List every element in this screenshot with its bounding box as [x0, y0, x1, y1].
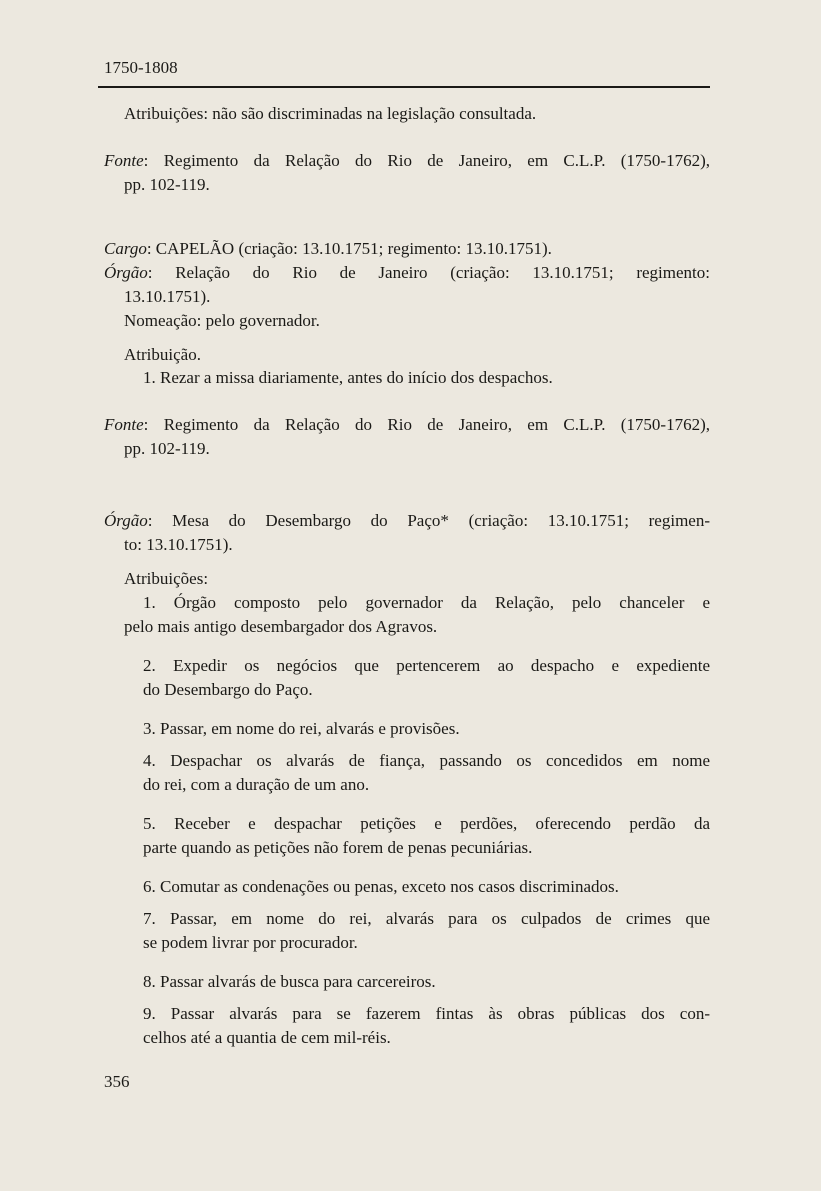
atribuicoes-heading: Atribuições: [124, 569, 209, 588]
source-line [104, 150, 710, 172]
running-head: 1750-1808 [104, 58, 178, 77]
source-label: Fonte [104, 415, 144, 434]
cargo-label: Cargo [104, 239, 147, 258]
list-item-cont: celhos até a quantia de cem mil-réis. [143, 1028, 391, 1047]
list-item-cont: pelo mais antigo desembargador dos Agravos. [124, 617, 438, 636]
source-text: : Regimento da Relação do Rio de Janeiro, em C.L.P. (1750-1762), [143, 151, 710, 170]
cargo-text: : CAPELÃO (criação: 13.10.1751; regimento: 13.10.1751). [146, 239, 552, 258]
source-line [104, 414, 710, 436]
orgao-line [104, 510, 710, 532]
list-item: 5. Receber e despachar petições e perdões, oferecendo perdão da [143, 814, 710, 833]
list-item-cont: se podem livrar por procurador. [143, 933, 358, 952]
page-number: 356 [104, 1072, 130, 1091]
header-rule [98, 86, 710, 88]
orgao-label: Órgão [104, 263, 148, 282]
nomeacao-line: Nomeação: pelo governador. [124, 311, 320, 330]
orgao-text: : Mesa do Desembargo do Paço* (criação: 13.10.1751; regimen- [147, 511, 710, 530]
list-item: 3. Passar, em nome do rei, alvarás e provisões. [143, 719, 460, 738]
orgao-line [104, 262, 710, 284]
atribuicao-heading: Atribuição. [124, 345, 201, 364]
source-pages: pp. 102-119. [124, 175, 210, 194]
list-item: 2. Expedir os negócios que pertencerem ao despacho e expediente [143, 656, 710, 675]
attributions-line: Atribuições: não são discriminadas na legislação consultada. [124, 104, 537, 123]
list-item-cont: parte quando as petições não forem de penas pecuniárias. [143, 838, 533, 857]
list-item: 6. Comutar as condenações ou penas, exceto nos casos discriminados. [143, 877, 619, 896]
list-item: 7. Passar, em nome do rei, alvarás para os culpados de crimes que [143, 909, 710, 928]
orgao-line-2: 13.10.1751). [124, 287, 211, 306]
list-item: 8. Passar alvarás de busca para carcereiros. [143, 972, 436, 991]
source-label: Fonte [104, 151, 144, 170]
cargo-line [104, 238, 552, 260]
list-item: 9. Passar alvarás para se fazerem fintas às obras públicas dos con- [143, 1004, 710, 1023]
list-item: 4. Despachar os alvarás de fiança, passando os concedidos em nome [143, 751, 710, 770]
source-text: : Regimento da Relação do Rio de Janeiro, em C.L.P. (1750-1762), [143, 415, 710, 434]
list-item: 1. Órgão composto pelo governador da Relação, pelo chanceler e [143, 593, 710, 612]
list-item-cont: do Desembargo do Paço. [143, 680, 313, 699]
orgao-text: : Relação do Rio de Janeiro (criação: 13.10.1751; regimento: [147, 263, 710, 282]
orgao-line-2: to: 13.10.1751). [124, 535, 233, 554]
orgao-label: Órgão [104, 511, 148, 530]
list-item: 1. Rezar a missa diariamente, antes do início dos despachos. [143, 368, 553, 387]
list-item-cont: do rei, com a duração de um ano. [143, 775, 370, 794]
source-pages: pp. 102-119. [124, 439, 210, 458]
